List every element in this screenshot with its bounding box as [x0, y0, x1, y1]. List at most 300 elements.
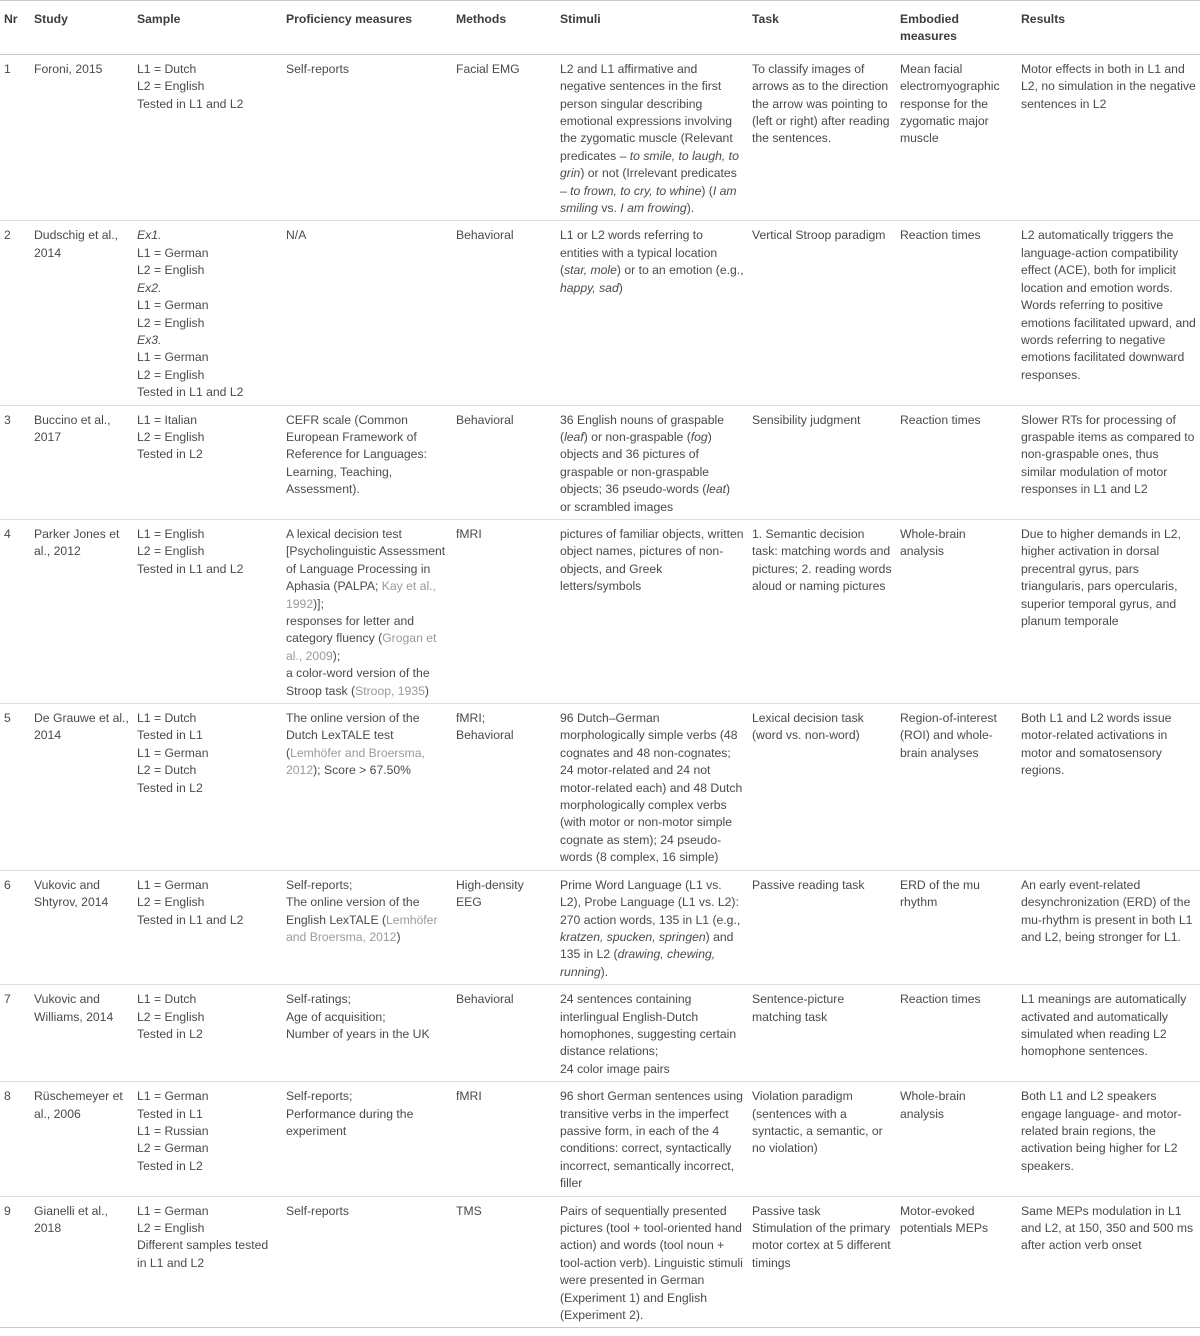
text-segment: L2 = English — [137, 263, 205, 278]
text-segment: Self-ratings; — [286, 992, 352, 1007]
cell-line — [286, 877, 448, 894]
text-segment: L1 = Dutch — [137, 992, 197, 1007]
cell-line — [1021, 991, 1196, 1061]
cell-proficiency — [282, 1082, 452, 1196]
cell-line — [560, 412, 744, 516]
cell-line — [137, 745, 278, 762]
text-segment: Passive reading task — [752, 877, 865, 892]
text-segment: star, mole — [564, 263, 617, 278]
cell-line — [137, 297, 278, 314]
cell-stimuli — [556, 221, 748, 405]
cell-task — [748, 985, 896, 1082]
text-segment: L1 = Dutch — [137, 711, 197, 726]
cell-line — [137, 762, 278, 779]
table-header-row — [0, 1, 1200, 55]
text-segment: N/A — [286, 228, 307, 243]
cell-line — [137, 561, 278, 578]
cell-stimuli — [556, 985, 748, 1082]
text-segment: 36 English nouns of graspable ( — [560, 412, 724, 444]
cell-proficiency — [282, 54, 452, 221]
cell-stimuli — [556, 54, 748, 221]
text-segment: 24 sentences containing interlingual English-Dutch homophones, suggesting certain distance relations; — [560, 992, 737, 1059]
cell-nr: 2 — [0, 221, 30, 405]
text-segment: Slower RTs for processing of graspable items as compared to non-graspable ones, thus similar modulation of motor responses in L1 and L2 — [1021, 412, 1195, 497]
text-segment: Different samples tested in L1 and L2 — [137, 1238, 269, 1270]
cell-line — [286, 61, 448, 78]
column-header: Embodied measures — [896, 1, 1017, 55]
table-row — [0, 519, 1200, 703]
cell-study: Vukovic and Williams, 2014 — [30, 985, 133, 1082]
cell-line — [900, 710, 1013, 762]
cell-line — [900, 991, 1013, 1008]
cell-sample — [133, 870, 282, 984]
text-segment: ) or to an emotion (e.g., — [616, 263, 744, 278]
text-segment: L2 = English — [137, 79, 205, 94]
cell-line — [137, 446, 278, 463]
text-segment: ). — [600, 964, 609, 979]
cell-line — [286, 1009, 448, 1026]
cell-stimuli — [556, 1196, 748, 1328]
text-segment: ) objects and 36 pictures of graspable or non-graspable objects; 36 pseudo-words ( — [560, 429, 712, 497]
cell-task — [748, 870, 896, 984]
cell-line — [1021, 412, 1196, 499]
cell-line — [137, 912, 278, 929]
cell-sample — [133, 1196, 282, 1328]
text-segment: L1 = German — [137, 245, 209, 260]
table-body — [0, 54, 1200, 1328]
cell-line — [286, 412, 448, 499]
cell-line — [137, 1220, 278, 1237]
table-row — [0, 870, 1200, 984]
text-segment: L2 = English — [137, 1009, 205, 1024]
text-segment: )]; — [313, 596, 324, 611]
column-header: Methods — [452, 1, 556, 55]
cell-proficiency — [282, 1196, 452, 1328]
cell-line — [286, 613, 448, 665]
text-segment: Tested in L2 — [137, 1026, 203, 1041]
cell-line — [456, 877, 552, 912]
column-header: Task — [748, 1, 896, 55]
text-segment: happy, sad — [560, 280, 619, 295]
text-segment: L2 = English — [137, 429, 205, 444]
cell-line — [752, 1088, 892, 1158]
cell-results — [1017, 54, 1200, 221]
cell-embodied — [896, 54, 1017, 221]
cell-line — [1021, 526, 1196, 630]
text-segment: Tested in L1 and L2 — [137, 385, 244, 400]
cell-line — [560, 61, 744, 218]
cell-task — [748, 221, 896, 405]
text-segment: Performance during the experiment — [286, 1106, 414, 1138]
cell-line — [752, 227, 892, 244]
text-segment: Due to higher demands in L2, higher activation in dorsal precentral gyrus, pars triangularis, pars opercularis, superior temporal gyrus, and planum temporale — [1021, 526, 1181, 628]
cell-line — [900, 877, 1013, 912]
text-segment: pictures of familiar objects, written object names, pictures of non-objects, and Greek letters/symbols — [560, 526, 744, 594]
cell-line — [1021, 61, 1196, 113]
text-segment: Age of acquisition; — [286, 1009, 386, 1024]
cell-line — [456, 710, 552, 727]
cell-proficiency — [282, 221, 452, 405]
text-segment: I am smiling — [560, 183, 737, 216]
text-segment: fMRI; — [456, 711, 486, 726]
cell-line — [560, 710, 744, 867]
cell-line — [137, 262, 278, 279]
cell-results — [1017, 519, 1200, 703]
cell-study: De Grauwe et al., 2014 — [30, 704, 133, 871]
text-segment: Whole-brain analysis — [900, 1089, 966, 1121]
cell-line — [456, 1203, 552, 1220]
cell-methods — [452, 1196, 556, 1328]
text-segment: TMS — [456, 1203, 482, 1218]
text-segment: I am frowing — [620, 201, 687, 216]
text-segment: Behavioral — [456, 992, 514, 1007]
cell-stimuli — [556, 519, 748, 703]
cell-embodied — [896, 405, 1017, 519]
cell-line — [137, 315, 278, 332]
cell-methods — [452, 54, 556, 221]
text-segment: responses for letter and category fluency ( — [286, 614, 415, 646]
table-row — [0, 985, 1200, 1082]
cell-line — [137, 710, 278, 727]
cell-task — [748, 1196, 896, 1328]
text-segment: kratzen, spucken, springen — [560, 929, 706, 944]
cell-line — [456, 727, 552, 744]
cell-line — [752, 1203, 892, 1220]
cell-embodied — [896, 221, 1017, 405]
cell-line — [137, 61, 278, 78]
cell-results — [1017, 704, 1200, 871]
cell-study: Vukovic and Shtyrov, 2014 — [30, 870, 133, 984]
text-segment: ) and 135 in L2 ( — [560, 929, 734, 962]
text-segment: drawing, chewing, running — [560, 947, 716, 979]
text-segment: ) or not (Irrelevant predicates – — [560, 166, 737, 198]
text-segment: ); Score > 67.50% — [313, 763, 412, 778]
cell-line — [752, 61, 892, 148]
cell-line — [456, 1088, 552, 1105]
cell-line — [137, 894, 278, 911]
cell-line — [137, 349, 278, 366]
cell-embodied — [896, 1196, 1017, 1328]
text-segment: High-density EEG — [456, 877, 524, 910]
cell-methods — [452, 221, 556, 405]
text-segment: L2 automatically triggers the language-action compatibility effect (ACE), both for implicit location and emotion words. Words referring to positive emotions facilitated upward, and words referring to negative emotions facilitated downward responses. — [1021, 228, 1196, 382]
cell-line — [1021, 877, 1196, 947]
column-header: Study — [30, 1, 133, 55]
cell-results — [1017, 870, 1200, 984]
text-segment: L1 = German — [137, 745, 209, 760]
cell-line — [137, 1088, 278, 1105]
cell-line — [560, 227, 744, 297]
cell-proficiency — [282, 704, 452, 871]
cell-line — [1021, 710, 1196, 780]
text-segment: 24 color image pairs — [560, 1061, 670, 1076]
text-segment: Tested in L2 — [137, 447, 203, 462]
text-segment: 96 short German sentences using transitive verbs in the imperfect passive form, in each of the 4 conditions: correct, syntactically incorrect, semantically incorrect, filler — [560, 1089, 743, 1191]
cell-line — [137, 384, 278, 401]
cell-stimuli — [556, 405, 748, 519]
text-segment: Tested in L2 — [137, 780, 203, 795]
table-row — [0, 704, 1200, 871]
cell-nr: 5 — [0, 704, 30, 871]
text-segment: Prime Word Language (L1 vs. L2), Probe Language (L1 vs. L2): 270 action words, 135 in L1 (e.g., — [560, 877, 741, 927]
table-row — [0, 54, 1200, 221]
text-segment: Behavioral — [456, 228, 514, 243]
column-header: Sample — [133, 1, 282, 55]
cell-line — [900, 227, 1013, 244]
text-segment: L2 = English — [137, 367, 205, 382]
text-segment: ). — [686, 201, 695, 216]
text-segment: L2 = English — [137, 1221, 205, 1235]
text-segment: L2 and L1 affirmative and negative sentences in the first person singular describing emotional expressions involving the zygomatic muscle (Relevant predicates – — [560, 61, 733, 163]
cell-line — [137, 245, 278, 262]
cell-line — [137, 991, 278, 1008]
text-segment: To classify images of arrows as to the direction the arrow was pointing to (left or right) after reading the sentences. — [752, 61, 890, 146]
cell-nr: 7 — [0, 985, 30, 1082]
cell-line — [1021, 1088, 1196, 1175]
cell-methods — [452, 985, 556, 1082]
cell-study: Rüschemeyer et al., 2006 — [30, 1082, 133, 1196]
text-segment: Self-reports — [286, 1203, 349, 1218]
cell-methods — [452, 519, 556, 703]
text-segment: Motor effects in both in L1 and L2, no simulation in the negative sentences in L2 — [1021, 61, 1196, 111]
text-segment: Tested in L1 — [137, 1106, 203, 1121]
cell-proficiency — [282, 519, 452, 703]
text-segment: L1 or L2 words referring to entities with a typical location ( — [560, 228, 718, 278]
text-segment: ); — [332, 648, 341, 663]
column-header: Nr — [0, 1, 30, 55]
text-segment: Self-reports — [286, 61, 349, 76]
cell-line — [137, 1158, 278, 1175]
cell-line — [137, 1237, 278, 1272]
text-segment: Number of years in the UK — [286, 1026, 430, 1041]
citation-link[interactable]: Stroop, 1935 — [355, 683, 425, 698]
cell-nr: 4 — [0, 519, 30, 703]
cell-sample — [133, 1082, 282, 1196]
column-header: Stimuli — [556, 1, 748, 55]
cell-line — [286, 710, 448, 780]
text-segment: The online version of the English LexTALE ( — [286, 895, 420, 927]
text-segment: L1 = Russian — [137, 1123, 209, 1138]
text-segment: ) ( — [701, 183, 713, 198]
cell-line — [137, 280, 278, 297]
cell-line — [900, 1203, 1013, 1238]
text-segment: Ex2. — [137, 280, 162, 295]
text-segment: Behavioral — [456, 728, 514, 743]
cell-line — [286, 1088, 448, 1105]
text-segment: Ex1. — [137, 228, 162, 243]
cell-line — [137, 543, 278, 560]
text-segment: L1 = Italian — [137, 412, 197, 427]
text-segment: L1 = German — [137, 350, 209, 365]
table-row — [0, 1082, 1200, 1196]
text-segment: Behavioral — [456, 412, 514, 427]
cell-sample — [133, 221, 282, 405]
cell-embodied — [896, 1082, 1017, 1196]
cell-task — [748, 54, 896, 221]
cell-sample — [133, 519, 282, 703]
text-segment: L1 = German — [137, 877, 209, 892]
cell-line — [286, 1106, 448, 1141]
text-segment: ) — [424, 683, 429, 698]
text-segment: An early event-related desynchronization (ERD) of the mu-rhythm is present in both L1 and L2, being stronger for L1. — [1021, 877, 1193, 944]
text-segment: fMRI — [456, 526, 482, 541]
cell-results — [1017, 405, 1200, 519]
cell-proficiency — [282, 405, 452, 519]
text-segment: L2 = Dutch — [137, 763, 197, 778]
cell-nr: 6 — [0, 870, 30, 984]
text-segment: Reaction times — [900, 228, 981, 243]
text-segment: Passive task — [752, 1203, 821, 1218]
cell-line — [456, 991, 552, 1008]
text-segment: ) or non-graspable ( — [583, 429, 691, 444]
text-segment: fog — [690, 429, 708, 444]
cell-methods — [452, 1082, 556, 1196]
cell-line — [560, 526, 744, 596]
cell-results — [1017, 1082, 1200, 1196]
cell-study: Parker Jones et al., 2012 — [30, 519, 133, 703]
text-segment: Pairs of sequentially presented pictures (tool + tool-oriented hand action) and words (tool noun + tool-action verb). Linguistic stimuli were presented in German (Experiment 1) and English (Experiment 2). — [560, 1203, 743, 1323]
text-segment: a color-word version of the Stroop task ( — [286, 666, 430, 698]
cell-line — [137, 727, 278, 744]
cell-line — [900, 526, 1013, 561]
cell-line — [900, 412, 1013, 429]
text-segment: L1 meanings are automatically activated and automatically simulated when reading L2 homophone sentences. — [1021, 992, 1187, 1059]
cell-line — [137, 1123, 278, 1140]
text-segment: L1 = Dutch — [137, 61, 197, 76]
text-segment: Self-reports; — [286, 1089, 353, 1104]
text-segment: L2 = English — [137, 544, 205, 559]
text-segment: L1 = German — [137, 298, 209, 313]
cell-line — [137, 877, 278, 894]
text-segment: L1 = German — [137, 1203, 209, 1218]
text-segment: Facial EMG — [456, 61, 520, 76]
text-segment: leaf — [564, 429, 584, 444]
cell-nr: 3 — [0, 405, 30, 519]
text-segment: to smile, to laugh, to grin — [560, 148, 739, 181]
text-segment: fMRI — [456, 1089, 482, 1104]
cell-study: Gianelli et al., 2018 — [30, 1196, 133, 1328]
cell-line — [137, 429, 278, 446]
cell-line — [1021, 1203, 1196, 1255]
cell-task — [748, 704, 896, 871]
text-segment: leat — [706, 482, 726, 497]
cell-line — [560, 1203, 744, 1325]
cell-line — [137, 367, 278, 384]
text-segment: Ex3. — [137, 332, 162, 347]
cell-results — [1017, 221, 1200, 405]
citation-link[interactable]: Lemhöfer and Broersma, 2012 — [286, 745, 425, 778]
cell-study: Buccino et al., 2017 — [30, 405, 133, 519]
cell-line — [286, 991, 448, 1008]
cell-embodied — [896, 519, 1017, 703]
cell-methods — [452, 704, 556, 871]
cell-line — [752, 1220, 892, 1272]
cell-embodied — [896, 870, 1017, 984]
cell-task — [748, 1082, 896, 1196]
table-row — [0, 405, 1200, 519]
text-segment: 96 Dutch–German morphologically simple verbs (48 cognates and 48 non-cognates; 24 motor-related and 24 not motor-related each) and 48 Dutch morphologically complex verbs (with motor or non-motor simple cognate as stem); 24 pseudo-words (8 complex, 16 simple) — [560, 711, 743, 865]
text-segment: Tested in L1 and L2 — [137, 912, 244, 927]
text-segment: ) or scrambled images — [560, 482, 731, 514]
cell-line — [137, 412, 278, 429]
text-segment: Region-of-interest (ROI) and whole-brain analyses — [900, 711, 997, 760]
cell-line — [1021, 227, 1196, 384]
cell-stimuli — [556, 1082, 748, 1196]
cell-line — [137, 96, 278, 113]
cell-nr: 8 — [0, 1082, 30, 1196]
table-row — [0, 221, 1200, 405]
cell-line — [137, 1140, 278, 1157]
text-segment: to frown, to cry, to whine — [570, 183, 702, 198]
cell-line — [560, 877, 744, 981]
cell-line — [137, 227, 278, 244]
cell-line — [286, 665, 448, 700]
text-segment: Reaction times — [900, 412, 981, 427]
cell-embodied — [896, 704, 1017, 871]
cell-line — [137, 780, 278, 797]
cell-proficiency — [282, 870, 452, 984]
text-segment: A lexical decision test [Psycholinguistic Assessment of Language Processing in Aphasia (PALPA; — [286, 526, 446, 594]
cell-nr: 9 — [0, 1196, 30, 1328]
table-row — [0, 1196, 1200, 1328]
text-segment: Same MEPs modulation in L1 and L2, at 150, 350 and 500 ms after action verb onset — [1021, 1203, 1194, 1253]
cell-line — [456, 227, 552, 244]
text-segment: Reaction times — [900, 992, 981, 1007]
text-segment: L2 = German — [137, 1141, 209, 1156]
cell-nr: 1 — [0, 54, 30, 221]
cell-sample — [133, 54, 282, 221]
text-segment: CEFR scale (Common European Framework of Reference for Languages: Learning, Teaching, Assessment). — [286, 412, 427, 497]
text-segment: L1 = English — [137, 526, 205, 541]
text-segment: Sensibility judgment — [752, 412, 861, 427]
text-segment: ERD of the mu rhythm — [900, 877, 980, 910]
text-segment: Tested in L1 and L2 — [137, 96, 244, 111]
text-segment: ) — [396, 929, 401, 944]
text-segment: Tested in L1 — [137, 728, 203, 743]
cell-results — [1017, 1196, 1200, 1328]
cell-embodied — [896, 985, 1017, 1082]
column-header: Results — [1017, 1, 1200, 55]
cell-stimuli — [556, 704, 748, 871]
text-segment: Lexical decision task (word vs. non-word) — [752, 711, 864, 743]
cell-stimuli — [556, 870, 748, 984]
cell-line — [286, 526, 448, 613]
text-segment: Self-reports; — [286, 877, 353, 892]
cell-line — [456, 526, 552, 543]
text-segment: L2 = English — [137, 315, 205, 330]
cell-line — [286, 227, 448, 244]
cell-study: Dudschig et al., 2014 — [30, 221, 133, 405]
cell-line — [137, 526, 278, 543]
cell-line — [560, 1061, 744, 1078]
text-segment: Both L1 and L2 speakers engage language- and motor-related brain regions, the activation being higher for L2 speakers. — [1021, 1089, 1182, 1173]
citation-link[interactable]: Grogan et al., 2009 — [286, 631, 437, 663]
cell-sample — [133, 704, 282, 871]
text-segment: ) — [618, 280, 623, 295]
citation-link[interactable]: Kay et al., 1992 — [286, 579, 436, 611]
cell-line — [752, 991, 892, 1026]
cell-line — [286, 1203, 448, 1220]
text-segment: Violation paradigm (sentences with a syntactic, a semantic, or no violation) — [752, 1089, 883, 1156]
cell-methods — [452, 870, 556, 984]
text-segment: Stimulation of the primary motor cortex at 5 different timings — [752, 1221, 891, 1270]
cell-line — [456, 61, 552, 78]
cell-line — [137, 1203, 278, 1220]
text-segment: Both L1 and L2 words issue motor-related activations in motor and somatosensory regions. — [1021, 711, 1172, 778]
cell-line — [560, 991, 744, 1061]
citation-link[interactable]: Lemhöfer and Broersma, 2012 — [286, 912, 438, 944]
cell-line — [752, 412, 892, 429]
